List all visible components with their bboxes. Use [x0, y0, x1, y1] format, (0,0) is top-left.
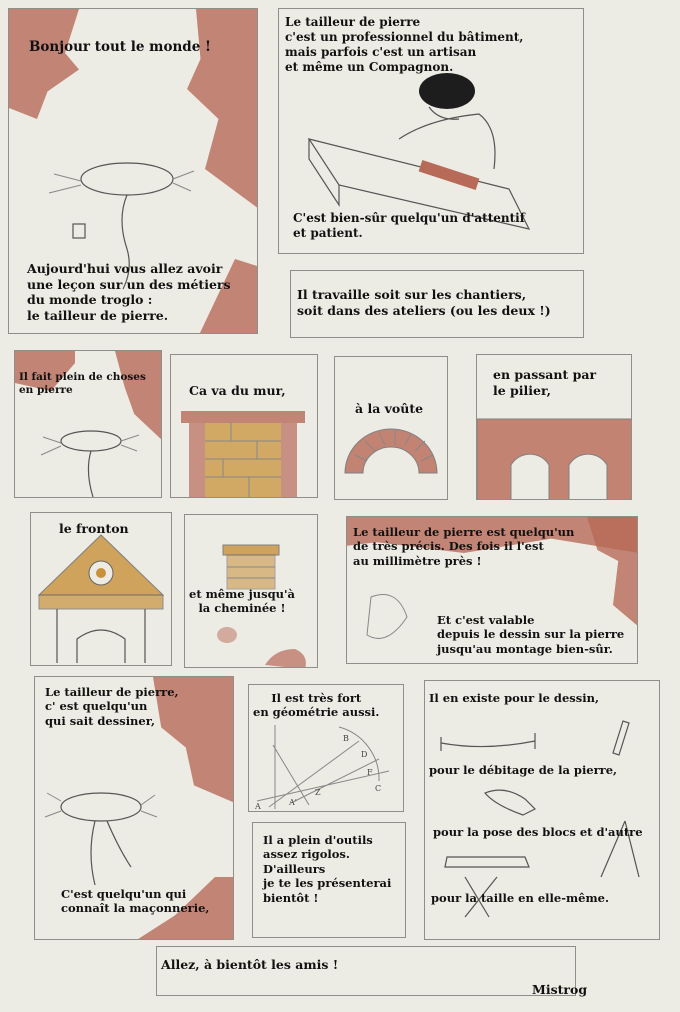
- point-label-a-prime: A': [289, 798, 297, 807]
- point-label-b: B: [343, 734, 349, 743]
- pediment-text: le fronton: [59, 521, 129, 536]
- precision-text: Le tailleur de pierre est quelqu'un de très précis. Des fois il l'est au millimètre près !: [353, 525, 575, 568]
- greeting-text: Bonjour tout le monde !: [29, 39, 211, 55]
- artist-signature: Mistrog: [532, 982, 588, 997]
- pillar-text: en passant par le pilier,: [493, 367, 597, 398]
- goodbye-text: Allez, à bientôt les amis !: [161, 957, 339, 972]
- point-label-z: Z: [315, 788, 321, 797]
- panel-chimney: [184, 514, 318, 668]
- panel-pillar: [476, 354, 632, 500]
- geometry-text: Il est très fort en géométrie aussi.: [253, 691, 380, 720]
- panel-drawing-masonry: [34, 676, 234, 940]
- profession-text: Le tailleur de pierre c'est un professionnel du bâtiment, mais parfois c'est un artisan et même un Compagnon.: [285, 15, 524, 74]
- workplaces-text: Il travaille soit sur les chantiers, soit dans des ateliers (ou les deux !): [297, 287, 551, 318]
- panel-vault: [334, 356, 448, 500]
- vault-text: à la voûte: [355, 401, 424, 416]
- intro-text: Aujourd'hui vous allez avoir une leçon sur un des métiers du monde troglo : le tailleur de pierre.: [27, 261, 231, 323]
- tools-drawing-text: Il en existe pour le dessin,: [429, 691, 599, 705]
- point-label-c: C: [375, 784, 382, 793]
- point-label-d: D: [361, 750, 368, 759]
- masonry-text: C'est quelqu'un qui connaît la maçonnerie,: [61, 887, 210, 916]
- panel-intro: [8, 8, 258, 334]
- stone-things-text: Il fait plein de choses en pierre: [19, 371, 146, 397]
- geometry-construction-sketch: [249, 685, 404, 812]
- panel-stone-things: [14, 350, 162, 498]
- wall-sketch: [171, 355, 318, 498]
- panel-stonecutter-worker: [278, 8, 584, 254]
- wall-text: Ca va du mur,: [189, 383, 286, 398]
- tools-teaser-text: Il a plein d'outils assez rigolos. D'ailleurs je te les présenterai bientôt !: [263, 833, 392, 905]
- panel-geometry: [248, 684, 404, 812]
- point-label-f: F: [367, 768, 373, 777]
- panel-goodbye: [156, 946, 576, 996]
- chimney-text: et même jusqu'à la cheminée !: [189, 587, 295, 616]
- panel-precision: [346, 516, 638, 664]
- panel-wall: [170, 354, 318, 498]
- attentive-text: C'est bien-sûr quelqu'un d'attentif et patient.: [293, 211, 525, 240]
- tools-carving-text: pour la taille en elle-même.: [431, 891, 609, 905]
- tools-cutting-text: pour le débitage de la pierre,: [429, 763, 618, 777]
- arcade-sketch: [477, 355, 632, 500]
- panel-tools: [424, 680, 660, 940]
- tools-laying-text: pour la pose des blocs et d'autre: [433, 825, 643, 839]
- panel-pediment: [30, 512, 172, 666]
- panel-tools-teaser: [252, 822, 406, 938]
- vault-arch-sketch: [335, 357, 448, 500]
- pediment-sketch: [31, 513, 172, 666]
- drawing-to-assembly-text: Et c'est valable depuis le dessin sur la pierre jusqu'au montage bien-sûr.: [437, 613, 625, 656]
- drawing-skill-text: Le tailleur de pierre, c' est quelqu'un qui sait dessiner,: [45, 685, 179, 728]
- panel-workplaces: [290, 270, 584, 338]
- point-label-a: A: [255, 802, 261, 811]
